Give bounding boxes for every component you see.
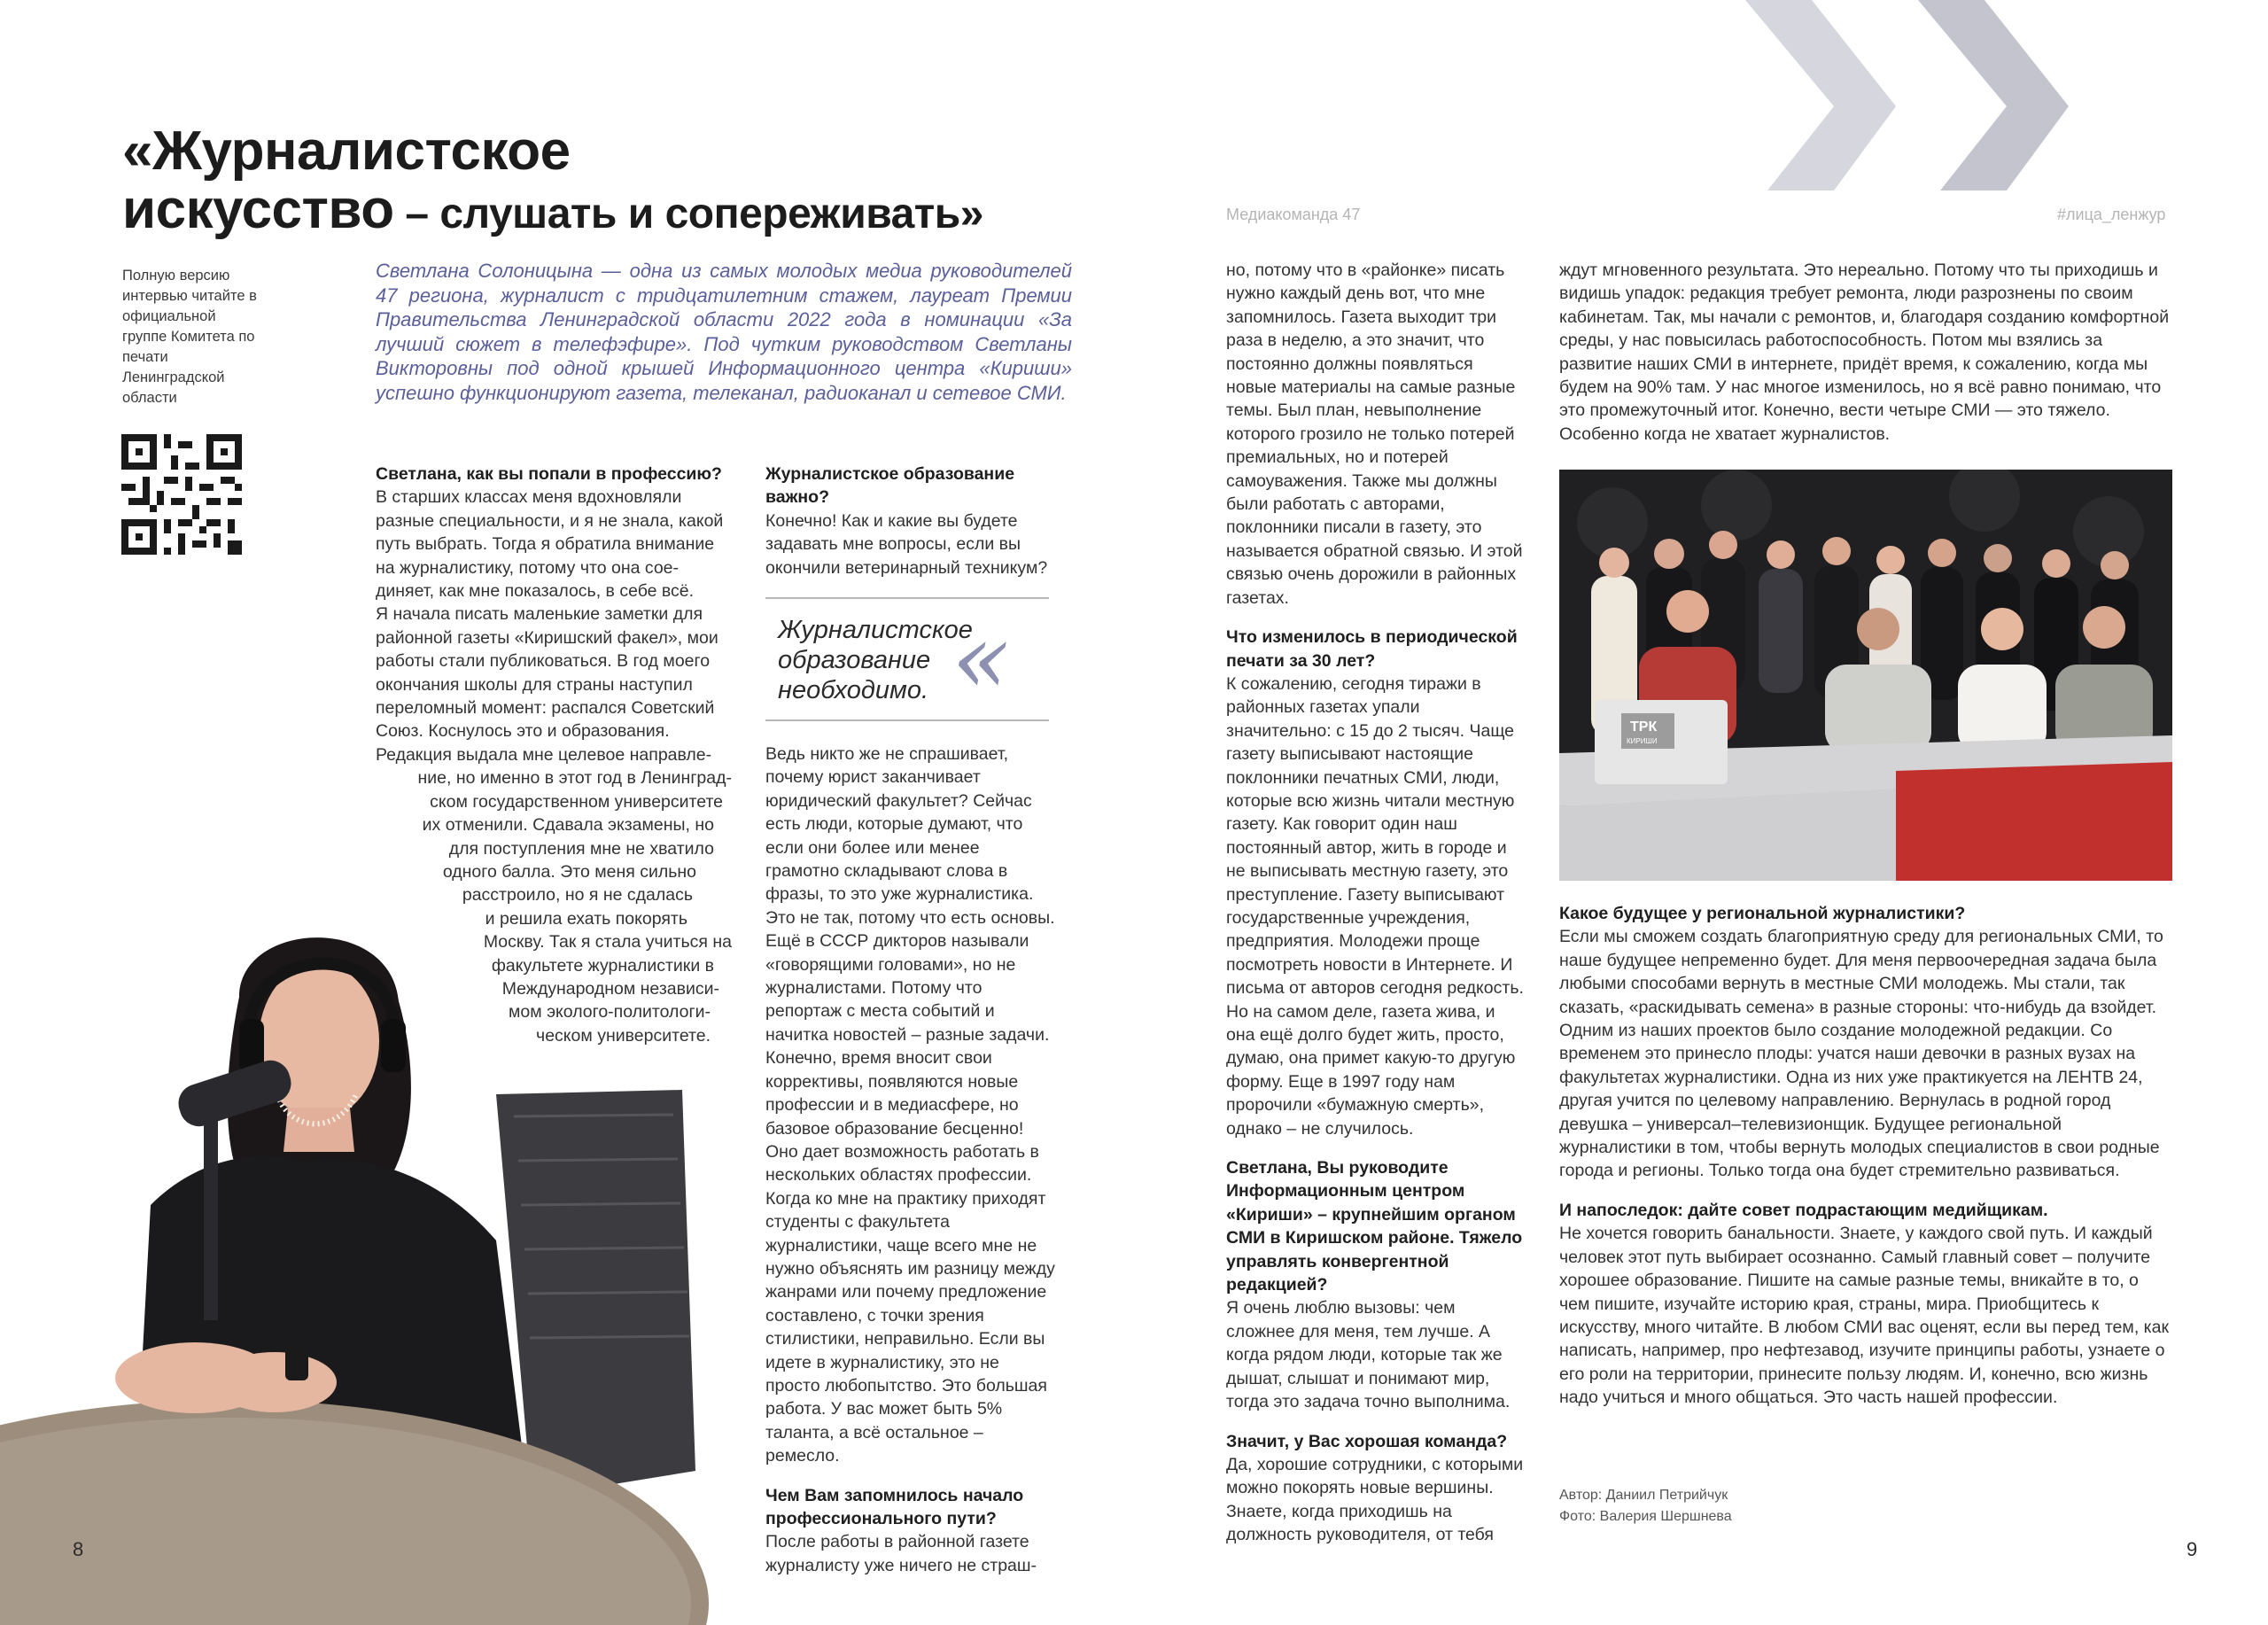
answer-line: переломный момент: распался Советский xyxy=(376,698,715,719)
article-title-sub: – слушать и сопереживать» xyxy=(393,190,983,237)
answer-future: Если мы сможем создать благоприятную среду для региональных СМИ, то наше будущее непременно будет. Для меня первоочередная задача была любыми способами вернуть в местные СМИ молодежь. Мы стали, так сказать, «раскидывать семена» в разные стороны: что-нибудь да взойдет. Одним из наших проектов было создание молодежной редакции. Со временем это принесло плоды: учатся наши девочки в разных вузах на факультетах журналистики. Одна из них уже практикуется на ЛЕНТВ 24, другая учится по целевому направлению. Вернулась в родной город девушка – универсал–телевизионщик. Будущее региональной журналистики в том, чтобы вернуть молодых специалистов в свои родные города и регионы. Только тогда она будет стремительно развиваться. xyxy=(1559,927,2163,1181)
answer-line: Москву. Так я стала учиться на xyxy=(483,932,732,952)
credit-author: Автор: Даниил Петрийчук xyxy=(1559,1488,1728,1503)
answer-line: разные специальности, и я не знала, какой xyxy=(376,510,724,531)
running-header-left: Медиакоманда 47 xyxy=(1226,206,1361,223)
portrait-photo xyxy=(0,886,709,1625)
lead-paragraph: Светлана Солоницына — одна из самых молодых медиа руководителей 47 региона, журналист с тридцатилетним стажем, лауреат Премии Правительства Ленинградской области 2022 года в номинации «За лучший сюжет в телефэфире». Под чутким руководством Светланы Викторовны под одной крышей Информационного центра «Кириши» успешно функционируют газета, телеканал, радиоканал и сетевое СМИ. xyxy=(376,260,1072,404)
pull-quote-line: Журналистское xyxy=(778,616,973,644)
answer-line: ческом университете. xyxy=(536,1025,711,1046)
answer-line: окончания школы для страны наступил xyxy=(376,674,693,695)
page-number-left: 8 xyxy=(73,1538,84,1560)
pull-quote-line: образование xyxy=(778,646,931,674)
answer-line: ние, но именно в этот год в Ленинград- xyxy=(417,768,732,789)
question-advice: И напоследок: дайте совет подрастающим медийщикам. xyxy=(1559,1200,2048,1220)
answer-line: диняет, как мне показалось, в себе всё. xyxy=(376,581,695,602)
quote-mark-icon: « xyxy=(951,602,1012,715)
answer-print-changes: К сожалению, сегодня тиражи в районных газетах упали значительно: с 15 до 2 тысяч. Чаще газету выписывают настоящие поклонники печатных СМИ, люди, которые всю жизнь читали местную газету. Как говорит один наш постоянный автор, жить в городе и не выписывать местную газету, это преступление. Газету выписывают государственные учреждения, предприятия. Молодежи проще посмотреть новости в Интернете. И письма от авторов сегодня редкость. Но на самом деле, газета жива, и она ещё долго будет жить, просто, думаю, она примет какую-то другую форму. Еще в 1997 году нам пророчили «бумажную смерть», однако – не случилось. xyxy=(1226,673,1524,1139)
answer-line: ском государственном университете xyxy=(430,791,723,812)
answer-line: для поступления мне не хватило xyxy=(448,838,714,859)
question-future: Какое будущее у региональной журналистики? xyxy=(1559,904,1966,923)
answer-line: путь выбрать. Тогда я обратила внимание xyxy=(376,534,715,555)
laptop-logo-top: ТРК xyxy=(1630,719,1658,735)
answer-education: Конечно! Как и какие вы будете задавать мне вопросы, если вы окончили ветеринарный техникум? xyxy=(765,510,1048,578)
answer-line: районной газеты «Киришский факел», мои xyxy=(376,627,718,648)
answer-team: Да, хорошие сотрудники, с которыми можно покорять новые вершины. Знаете, когда приходишь на должность руководителя, от тебя xyxy=(1226,1454,1524,1545)
page-number-right: 9 xyxy=(2186,1538,2198,1560)
qr-code[interactable] xyxy=(121,434,242,555)
side-note: Полную версию интервью читайте в официальной группе Комитета по печати Ленинградской области xyxy=(122,268,257,406)
question-start-career: Чем Вам запомнилось начало профессионального пути? xyxy=(765,1485,1024,1528)
laptop-logo-bottom: КИРИШИ xyxy=(1627,737,1658,745)
answer-line: Я начала писать маленькие заметки для xyxy=(376,604,703,625)
article-title-line1: «Журналистское xyxy=(122,121,571,182)
answer-line: на журналистику, потому что она сое- xyxy=(376,557,680,578)
answer-line: В старших классах меня вдохновляли xyxy=(376,487,682,508)
answer-continued: но, потому что в «районке» писать нужно каждый день вот, что мне запомнилось. Газета выходит три раза в неделю, а это значит, что постоянно должны появляться новые материалы на самые разные темы. Был план, невыполнение которого грозило не только потерей премиальных, но и потерей самоуважения. Также мы должны были работать с авторами, поклонники писали в газету, это называется обратной связью. И этой связью очень дорожили в районных газетах. xyxy=(1226,260,1523,608)
column-4 xyxy=(1559,259,2171,446)
answer-line: мом эколого-политологи- xyxy=(509,1002,711,1022)
pull-quote-line: необходимо. xyxy=(778,676,929,704)
question-team: Значит, у Вас хорошая команда? xyxy=(1226,1431,1508,1451)
pull-quote xyxy=(765,597,1049,721)
answer-line: Союз. Коснулось это и образования. xyxy=(376,721,670,742)
credit-photo: Фото: Валерия Шершнева xyxy=(1559,1509,1732,1524)
answer-line: и решила ехать покорять xyxy=(485,908,687,929)
question-education: Журналистское образование важно? xyxy=(765,464,1015,508)
team-photo xyxy=(1559,470,2172,881)
answer-line: Редакция выдала мне целевое направле- xyxy=(376,744,712,765)
answer-advice: Не хочется говорить банальности. Знаете, у каждого свой путь. И каждый человек этот путь выбирает осознанно. Самый главный совет – получите хорошее образование. Пишите на самые разные темы, вникайте в то, о чем пишите, изучайте историю края, страны, мира. Приобщитесь к искусству, много читайте. В любом СМИ вас оценят, если вы перед тем, как написать, например, про нефтезавод, изучите принципы работы, узнаете о его роли на территории, принесите пользу людям. И, конечно, всю жизнь надо учиться и много общаться. Это часть нашей профессии. xyxy=(1559,1224,2169,1408)
decorative-chevrons-icon xyxy=(1728,0,2082,230)
answer-line: одного балла. Это меня сильно xyxy=(442,861,696,882)
article-title-main: искусство xyxy=(122,179,394,240)
question-profession: Светлана, как вы попали в профессию? xyxy=(376,464,722,484)
article-title-line2 xyxy=(122,181,983,244)
answer-start-career: После работы в районной газете журналисту уже ничего не страш- xyxy=(765,1532,1037,1575)
column-2 xyxy=(765,463,1058,579)
column-3 xyxy=(1226,259,1527,1547)
answer-line: расстроило, но я не сдалась xyxy=(462,885,693,906)
pull-quote-text xyxy=(778,615,973,705)
question-management: Светлана, Вы руководите Информационным центром «Кириши» – крупнейшим органом СМИ в Киришском районе. Тяжело управлять конвергентной редакцией? xyxy=(1226,1158,1523,1295)
column-2-continued xyxy=(765,743,1058,1577)
answer-line: факультете журналистики в xyxy=(491,955,714,976)
answer-line: работы стали публиковаться. В год моего xyxy=(376,651,711,672)
answer-line: их отменили. Сдавала экзамены, но xyxy=(422,815,714,836)
column-4-continued xyxy=(1559,902,2171,1410)
credits xyxy=(1559,1485,1732,1528)
team-photo-illustration xyxy=(1559,470,2172,881)
answer-management: Я очень люблю вызовы: чем сложнее для меня, тем лучше. А когда рядом люди, которые так же дышат, слышат и понимают мир, тогда это задача точно выполнима. xyxy=(1226,1298,1511,1412)
answer-continued-2: ждут мгновенного результата. Это нереально. Потому что ты приходишь и видишь упадок: редакция требует ремонта, люди разрознены по своим кабинетам. Так, мы начали с ремонтов, и, благодаря созданию комфортной среды, у нас повысилась работоспособность. Потом мы взялись за развитие наших СМИ в интернете, придёт время, к сожалению, когда мы будем на 90% там. У нас многое изменилось, но я всё равно понимаю, что это промежуточный итог. Конечно, вести четыре СМИ — это тяжело. Особенно когда не хватает журналистов. xyxy=(1559,260,2170,444)
question-print-changes: Что изменилось в периодической печати за 30 лет? xyxy=(1226,627,1518,671)
answer-education-cont: Ведь никто же не спрашивает, почему юрист заканчивает юридический факультет? Сейчас есть люди, которые думают, что если они более или менее грамотно складывают слова в фразы, то это уже журналистика. Это не так, потому что есть основы. Ещё в СССР дикторов называли «говорящими головами», но не журналистами. Потому что репортаж с места событий и начитка новостей – разные задачи. Конечно, время вносит свои коррективы, появляются новые профессии и в медиасфере, но базовое образование бесценно! Оно дает возможность работать в нескольких областях профессии. Когда ко мне на практику приходят студенты с факультета журналистики, чаще всего мне не нужно объяснять им разницу между жанрами или почему предложение составлено, с точки зрения стилистики, неправильно. Если вы идете в журналистику, это не просто любопытство. Это большая работа. У вас может быть 5% таланта, а всё остальное – ремесло. xyxy=(765,744,1055,1466)
running-header-right: #лица_ленжур xyxy=(2057,206,2166,223)
answer-line: Международном независи- xyxy=(501,978,719,999)
